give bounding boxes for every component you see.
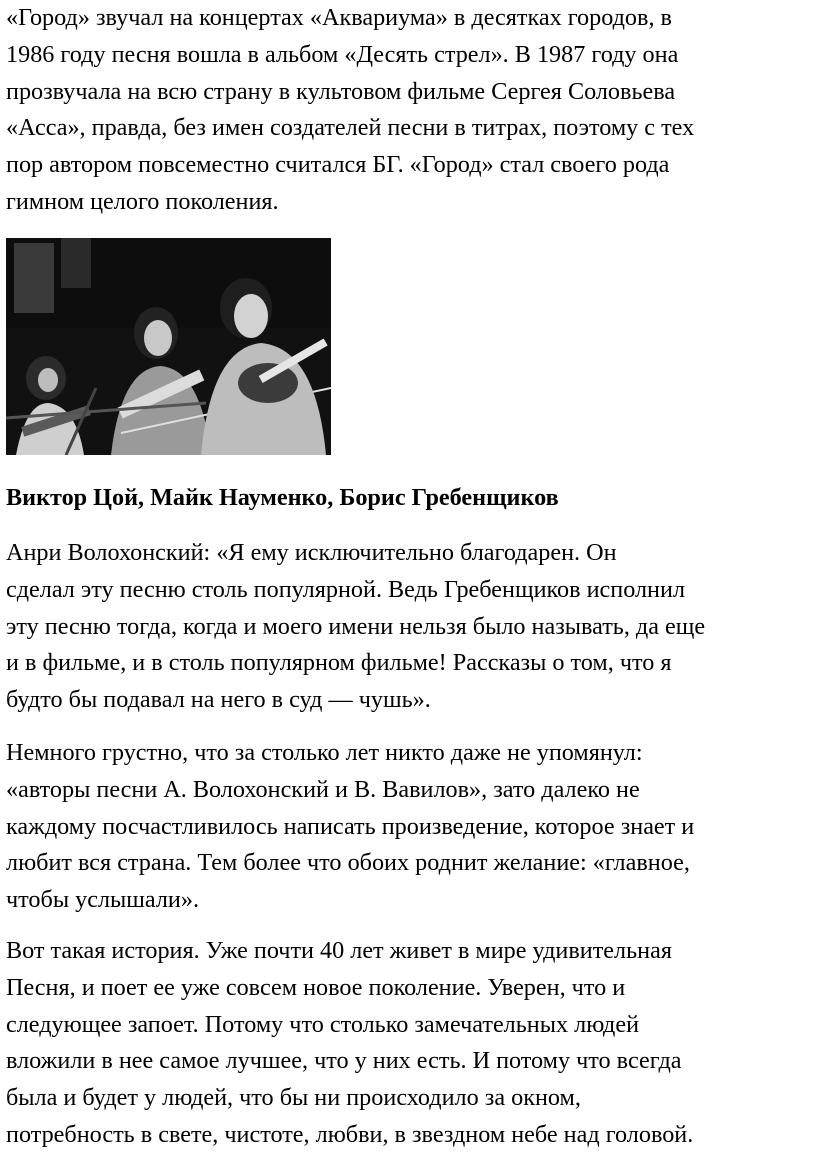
paragraph-conclusion: Вот такая история. Уже почти 40 лет живет в мире удивительная Песня, и поет ее уже совсем новое поколение. Уверен, что и следующее запоет. Потому что столько замечательных людей вложили в нее самое лучшее, что у них есть. И потому что всегда была и будет у людей, что бы ни происходило за окном, потребность в свете, чистоте, любви, в звездном небе над головой. (6, 937, 694, 1148)
photo-caption: Виктор Цой, Майк Науменко, Борис Гребенщиков (6, 484, 559, 511)
paragraph-quote: Анри Волохонский: «Я ему исключительно благодарен. Он сделал эту песню столь популярной. Ведь Гребенщиков исполнил эту песню тогда, когда и моего имени нельзя было называть, да еще и в фильме, и в столь популярном фильме! Рассказы о том, что я будто бы подавал на него в суд — чушь». (6, 539, 706, 714)
musicians-photo (6, 238, 331, 455)
photo-image (6, 238, 331, 455)
paragraph-authors: Немного грустно, что за столько лет никто даже не упомянул: «авторы песни А. Волохонский и В. Вавилов», зато далеко не каждому посчастливилось написать произведение, которое знает и любит вся страна. Тем более что обоих роднит желание: «главное, чтобы услышали». (6, 739, 695, 914)
paragraph-intro: «Город» звучал на концертах «Аквариума» в десятках городов, в 1986 году песня вошла в альбом «Десять стрел». В 1987 году она прозвучала на всю страну в культовом фильме Сергея Соловьева «Асса», правда, без имен создателей песни в титрах, поэтому с тех пор автором повсеместно считался БГ. «Город» стал своего рода гимном целого поколения. (6, 4, 695, 215)
